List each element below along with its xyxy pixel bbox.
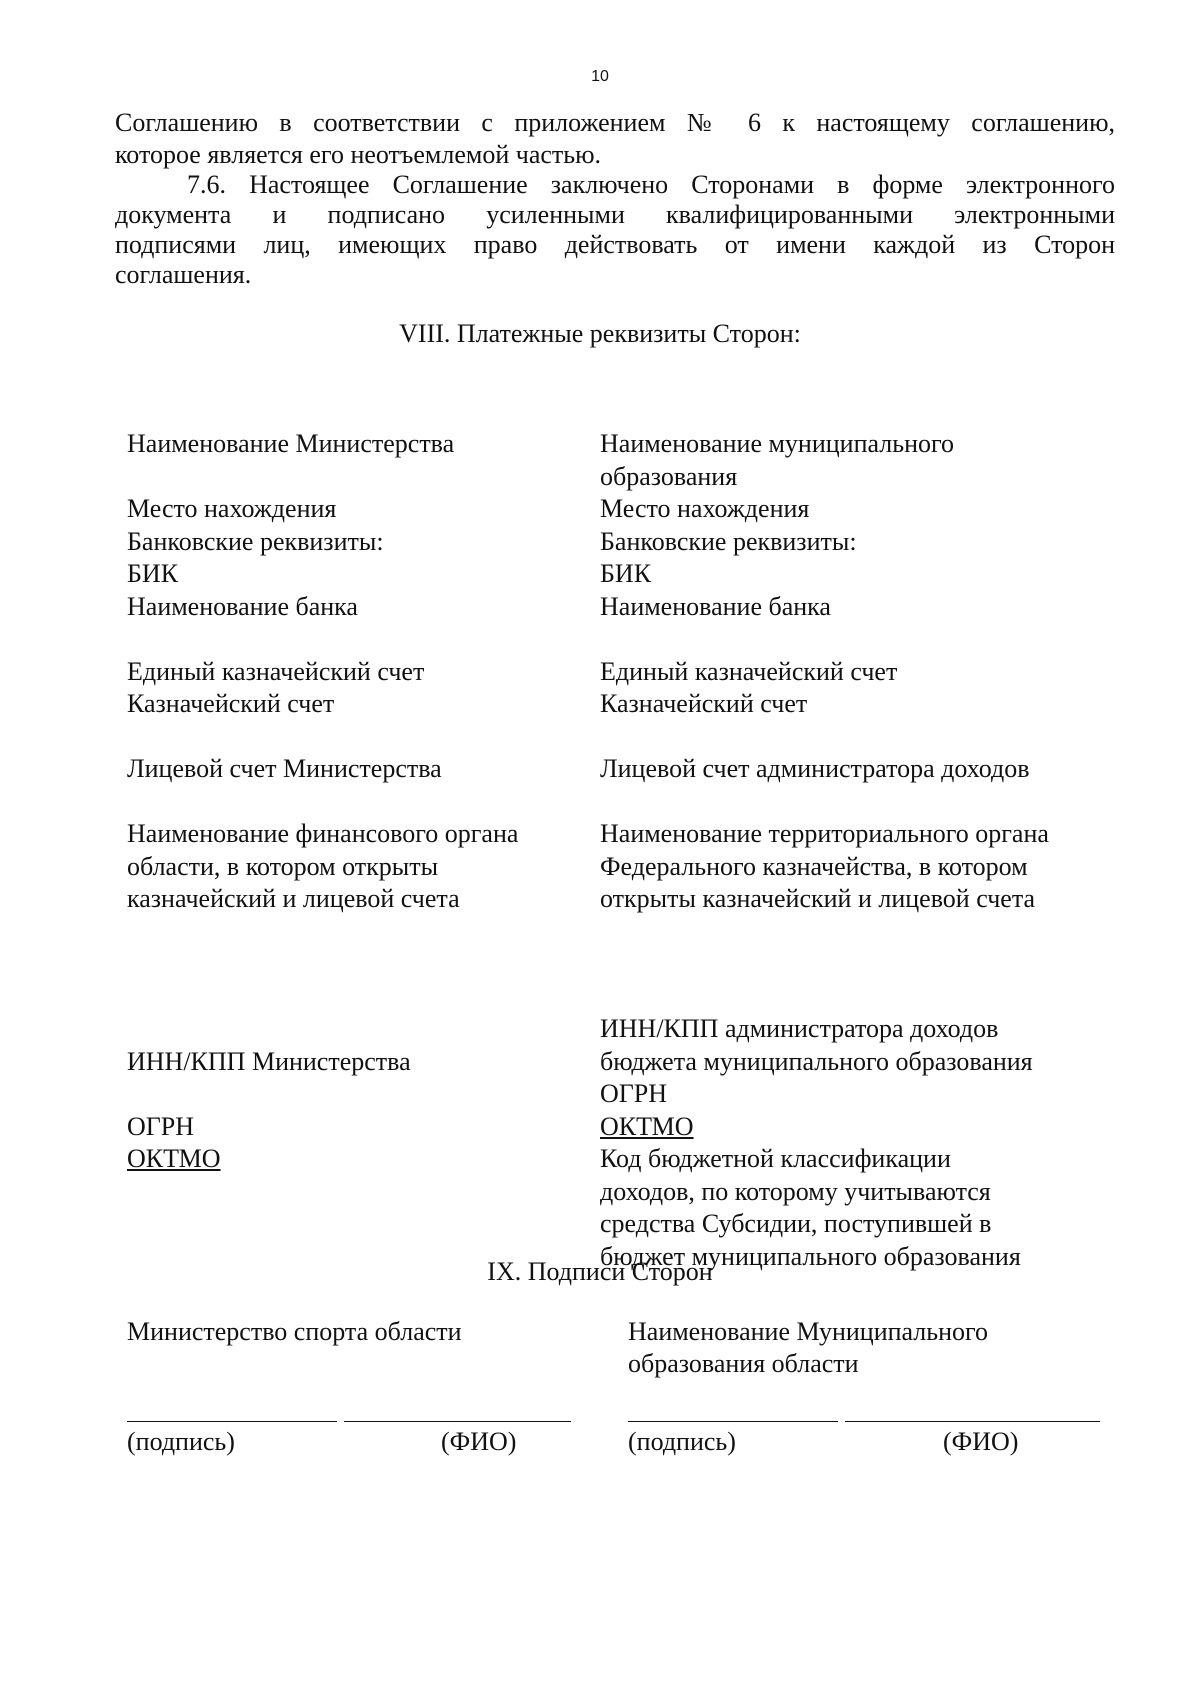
paragraph-7-6-line-4: соглашения.	[115, 260, 252, 289]
section-8-title: VIII. Платежные реквизиты Сторон:	[399, 319, 801, 348]
paragraph-7-6-line-1: 7.6. Настоящее Соглашение заключено Сторонами в форме электронного	[187, 170, 1115, 199]
municipality-ogrn: ОГРН	[600, 1079, 668, 1108]
ministry-financial-organ-line-3: казначейский и лицевой счета	[127, 884, 460, 913]
ministry-bik: БИК	[127, 559, 179, 588]
municipality-fio-line	[845, 1421, 1100, 1422]
territorial-organ-line-3: открыты казначейский и лицевой счета	[600, 884, 1036, 913]
municipality-inn-kpp-line-2: бюджета муниципального образования	[600, 1046, 1033, 1076]
municipality-oktmo: ОКТМО	[600, 1111, 694, 1141]
municipality-signature-line	[628, 1421, 838, 1422]
ministry-financial-organ-line-2: области, в котором открыты	[127, 851, 439, 881]
signature-party-municipality-line-1: Наименование Муниципального	[628, 1317, 989, 1346]
ministry-bank-name: Наименование банка	[127, 591, 358, 621]
section-9-title: IX. Подписи Сторон	[487, 1257, 713, 1286]
budget-classification-code-line-1: Код бюджетной классификации	[600, 1144, 951, 1173]
municipality-bik: БИК	[600, 559, 652, 588]
budget-classification-code-line-4: бюджет муниципального образования	[600, 1241, 1021, 1271]
ministry-treasury-account: Казначейский счет	[127, 689, 335, 718]
municipality-inn-kpp-line-1: ИНН/КПП администратора доходов	[600, 1014, 999, 1043]
municipality-treasury-account: Казначейский счет	[600, 689, 808, 718]
ministry-location: Место нахождения	[127, 494, 337, 523]
municipality-signature-caption: (подпись)	[628, 1427, 736, 1456]
municipality-requisites	[600, 428, 1049, 1273]
ministry-ogrn: ОГРН	[127, 1111, 195, 1141]
ministry-fio-line	[344, 1421, 571, 1422]
ministry-signature-caption: (подпись)	[127, 1427, 235, 1456]
paragraph-7-6-line-2: документа и подписано усиленными квалифицированными электронными	[115, 200, 1115, 229]
territorial-organ-line-2: Федерального казначейства, в котором	[600, 851, 1028, 881]
municipality-location: Место нахождения	[600, 494, 810, 523]
municipality-name-line-2: образования	[600, 461, 738, 491]
intro-line-2: которое является его неотъемлемой частью.	[115, 140, 602, 169]
ministry-oktmo: ОКТМО	[127, 1144, 221, 1173]
municipality-bank-name: Наименование банка	[600, 591, 831, 621]
ministry-personal-account: Лицевой счет Министерства	[127, 754, 442, 783]
paragraph-7-6-line-3: подписями лиц, имеющих право действовать от имени каждой из Сторон	[115, 230, 1115, 259]
ministry-requisites	[127, 428, 518, 1176]
page-number: 10	[591, 68, 609, 85]
municipality-name-line-1: Наименование муниципального	[600, 429, 955, 458]
ministry-signature-line	[127, 1421, 337, 1422]
municipality-unified-treasury-account: Единый казначейский счет	[600, 656, 898, 686]
territorial-organ-line-1: Наименование территориального органа	[600, 819, 1049, 848]
signature-party-municipality-line-2: образования области	[628, 1349, 859, 1378]
ministry-unified-treasury-account: Единый казначейский счет	[127, 656, 425, 686]
municipality-bank-details: Банковские реквизиты:	[600, 526, 857, 556]
signature-party-ministry: Министерство спорта области	[127, 1317, 462, 1346]
ministry-bank-details: Банковские реквизиты:	[127, 526, 384, 556]
budget-classification-code-line-3: средства Субсидии, поступившей в	[600, 1209, 992, 1238]
intro-line-1: Соглашению в соответствии с приложением № 6 к настоящему соглашению,	[115, 108, 1115, 137]
ministry-fio-caption: (ФИО)	[441, 1427, 517, 1456]
ministry-name: Наименование Министерства	[127, 429, 455, 458]
budget-classification-code-line-2: доходов, по которому учитываются	[600, 1176, 991, 1206]
ministry-inn-kpp: ИНН/КПП Министерства	[127, 1046, 411, 1076]
municipality-fio-caption: (ФИО)	[943, 1427, 1019, 1456]
municipality-personal-account: Лицевой счет администратора доходов	[600, 754, 1030, 783]
ministry-financial-organ-line-1: Наименование финансового органа	[127, 819, 519, 848]
